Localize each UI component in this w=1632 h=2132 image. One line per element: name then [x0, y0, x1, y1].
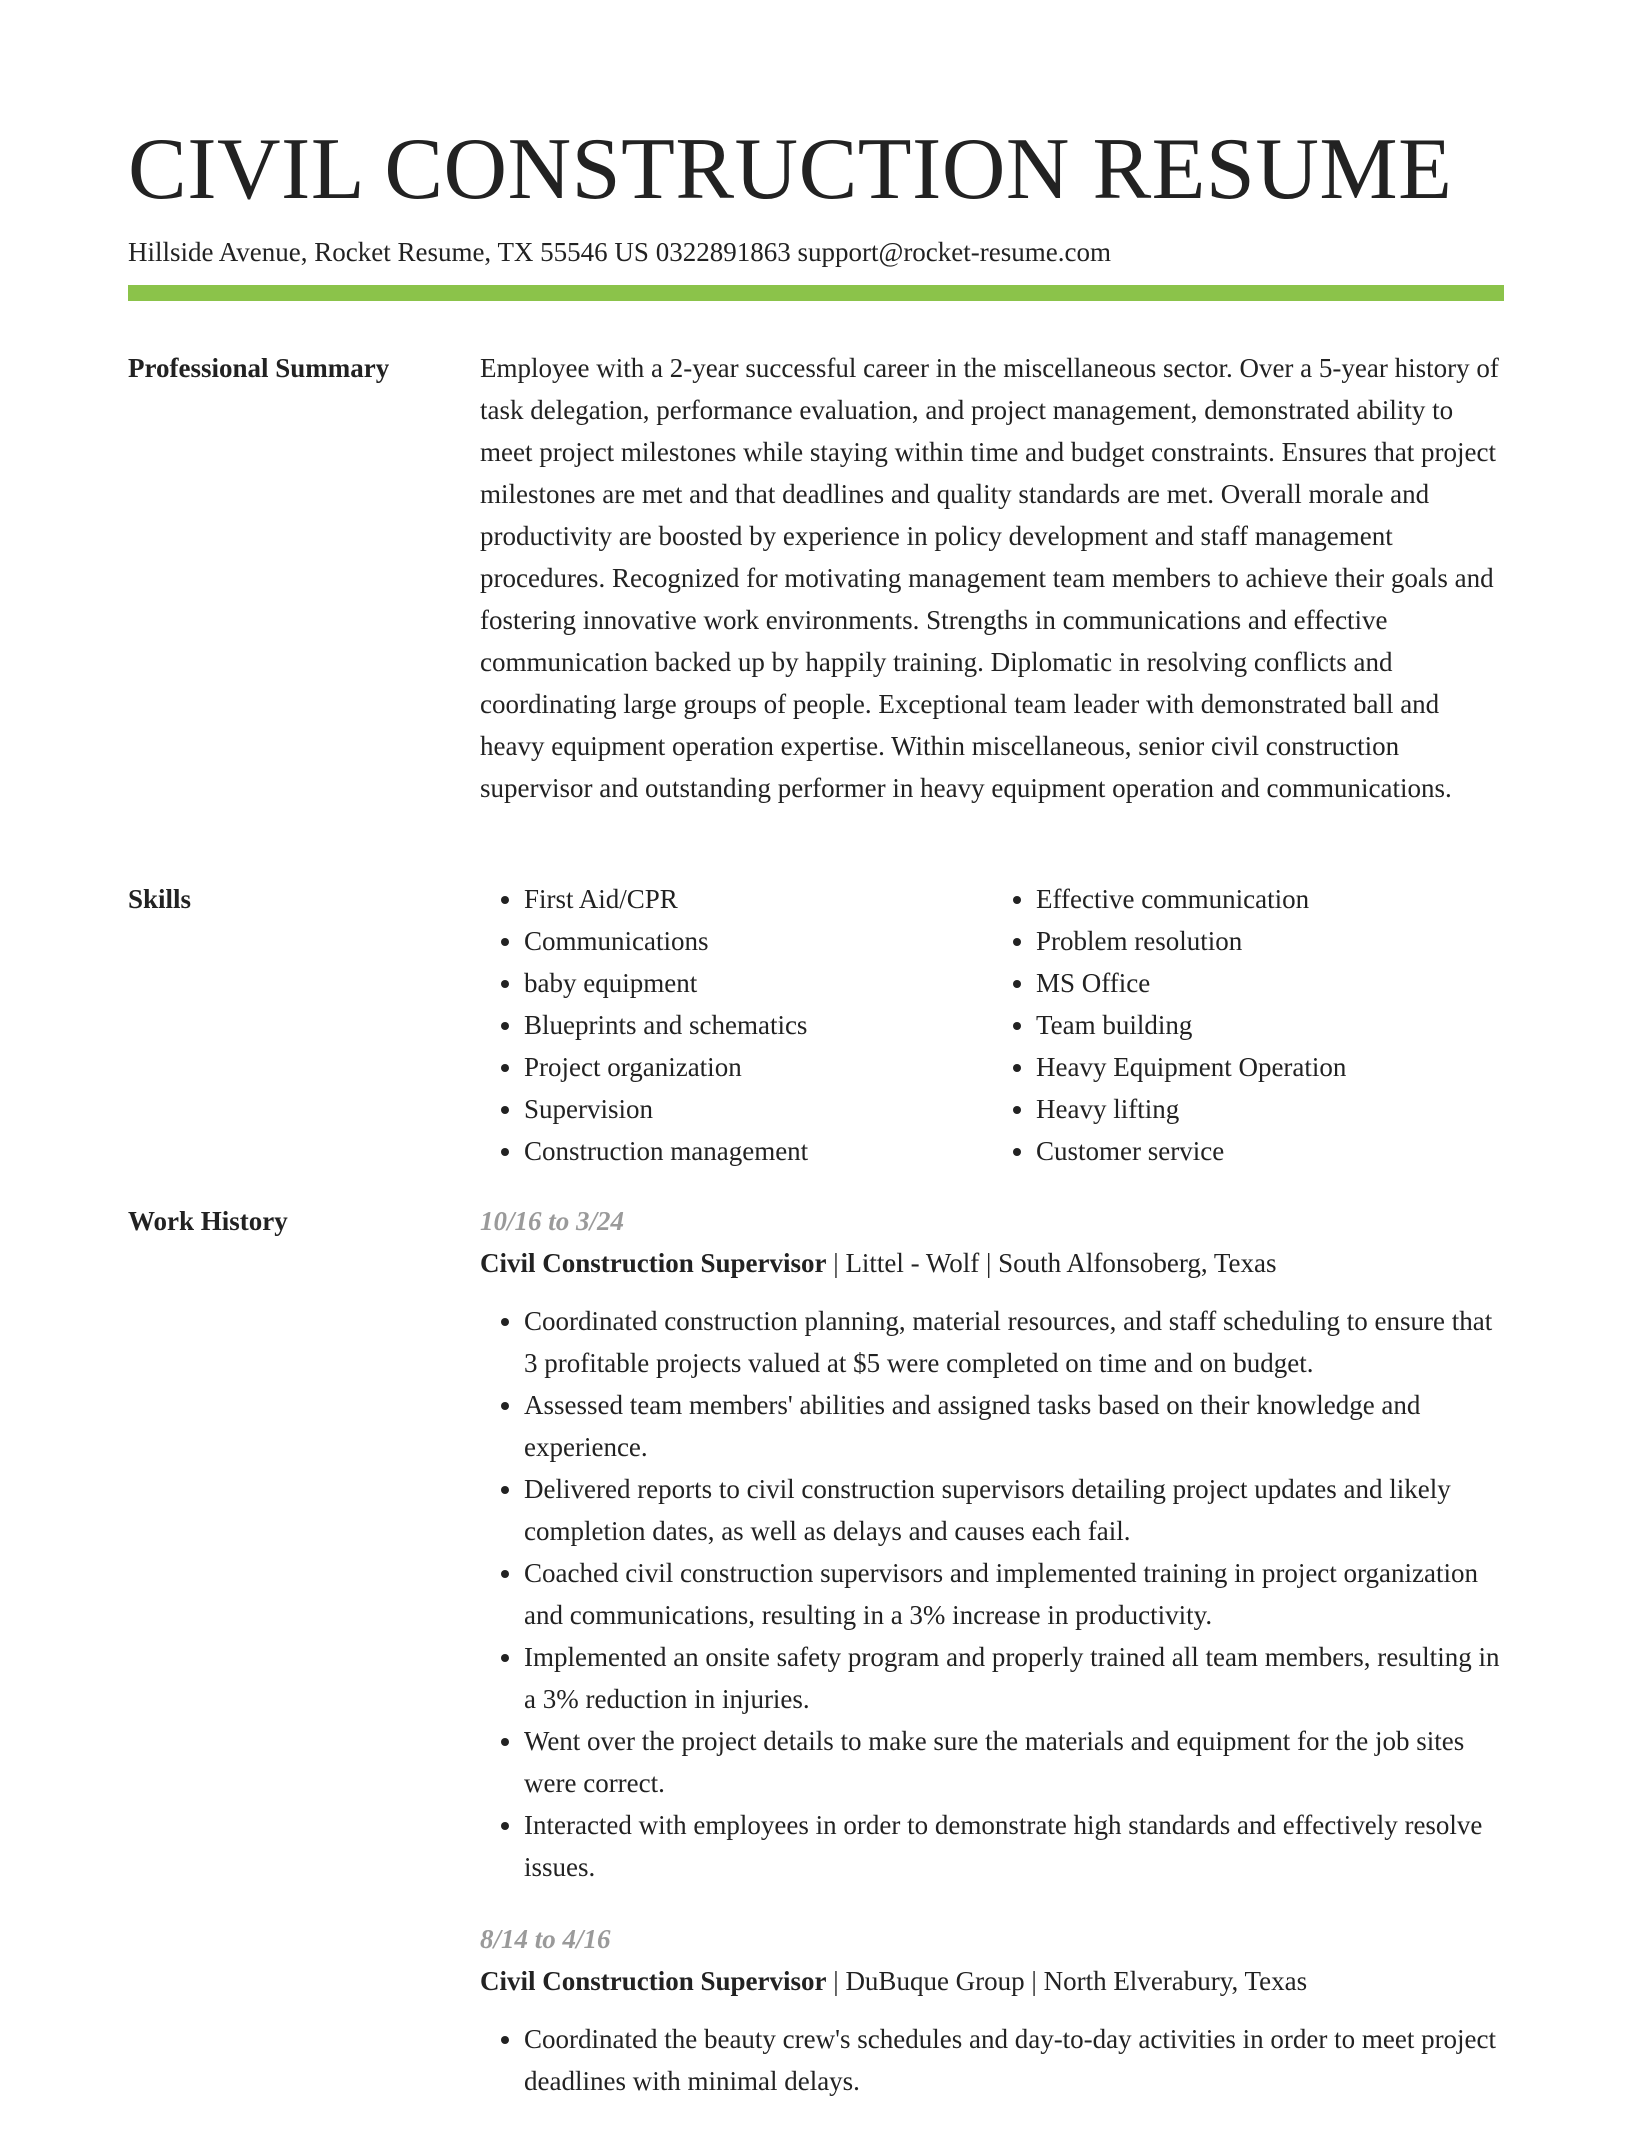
job-company: DuBuque Group	[845, 1966, 1025, 1996]
job-location: South Alfonsoberg, Texas	[998, 1248, 1277, 1278]
job-title: Civil Construction Supervisor	[480, 1966, 827, 1996]
work-history-body	[480, 1200, 1504, 2132]
job-location: North Elverabury, Texas	[1043, 1966, 1308, 1996]
job-heading-line: Civil Construction Supervisor | Littel - Wolf | South Alfonsoberg, Texas	[480, 1248, 1277, 1278]
contact-line	[128, 234, 1504, 270]
resume-header	[128, 118, 1504, 270]
skills-list-left	[480, 878, 992, 1172]
job-dates: 10/16 to 3/24	[480, 1206, 625, 1236]
contact-email: support@rocket-resume.com	[797, 237, 1111, 267]
skills-body	[480, 878, 1504, 1172]
job-entry	[480, 1918, 1504, 2102]
list-item: • Communications	[524, 920, 992, 962]
list-item: • Coached civil construction supervisors and implemented training in project organization and communications, resulting in a 3% increase in productivity.	[524, 1552, 1504, 1636]
list-item: • Project organization	[524, 1046, 992, 1088]
skills-heading: Skills	[128, 884, 192, 914]
list-item: • Coordinated the beauty crew's schedules and day-to-day activities in order to meet project deadlines with minimal delays.	[524, 2018, 1504, 2102]
list-item: • Blueprints and schematics	[524, 1004, 992, 1046]
job-bullets	[480, 1300, 1504, 1888]
job-company: Littel - Wolf	[845, 1248, 980, 1278]
list-item: • Interacted with employees in order to demonstrate high standards and effectively resolve issues.	[524, 1804, 1504, 1888]
work-history-heading: Work History	[128, 1206, 288, 1236]
list-item: • Delivered reports to civil construction supervisors detailing project updates and likely completion dates, as well as delays and causes each fail.	[524, 1468, 1504, 1552]
list-item: • MS Office	[1036, 962, 1504, 1004]
job-dates: 8/14 to 4/16	[480, 1924, 611, 1954]
list-item: • Heavy lifting	[1036, 1088, 1504, 1130]
header-divider	[128, 285, 1504, 301]
list-item: • Construction management	[524, 1130, 992, 1172]
contact-address: Hillside Avenue, Rocket Resume, TX 55546 US	[128, 237, 649, 267]
summary-heading: Professional Summary	[128, 353, 390, 383]
contact-phone: 0322891863	[655, 237, 791, 267]
job-entry	[480, 1200, 1504, 1888]
list-item: • Team building	[1036, 1004, 1504, 1046]
list-item: • Supervision	[524, 1088, 992, 1130]
skills-list-right	[992, 878, 1504, 1172]
list-item: • Implemented an onsite safety program and properly trained all team members, resulting in a 3% reduction in injuries.	[524, 1636, 1504, 1720]
summary-text: Employee with a 2-year successful career in the miscellaneous sector. Over a 5-year history of task delegation, performance evaluation, and project management, demonstrated ability to meet project milestones while staying within time and budget constraints. Ensures that project milestones are met and that deadlines and quality standards are met. Overall morale and productivity are boosted by experience in policy development and staff management procedures. Recognized for motivating management team members to achieve their goals and fostering innovative work environments. Strengths in communications and effective communication backed up by happily training. Diplomatic in resolving conflicts and coordinating large groups of people. Exceptional team leader with demonstrated ball and heavy equipment operation expertise. Within miscellaneous, senior civil construction supervisor and outstanding performer in heavy equipment operation and communications.	[480, 353, 1499, 803]
list-item: • Coordinated construction planning, material resources, and staff scheduling to ensure that 3 profitable projects valued at $5 were completed on time and on budget.	[524, 1300, 1504, 1384]
resume-title: CIVIL CONSTRUCTION RESUME	[128, 121, 1453, 218]
list-item: • First Aid/CPR	[524, 878, 992, 920]
summary-body	[480, 347, 1504, 809]
list-item: • Effective communication	[1036, 878, 1504, 920]
list-item: • Problem resolution	[1036, 920, 1504, 962]
list-item: • Customer service	[1036, 1130, 1504, 1172]
job-title: Civil Construction Supervisor	[480, 1248, 827, 1278]
job-bullets	[480, 2018, 1504, 2102]
list-item: • Heavy Equipment Operation	[1036, 1046, 1504, 1088]
list-item: • baby equipment	[524, 962, 992, 1004]
list-item: • Assessed team members' abilities and assigned tasks based on their knowledge and experience.	[524, 1384, 1504, 1468]
job-heading-line: Civil Construction Supervisor | DuBuque Group | North Elverabury, Texas	[480, 1966, 1308, 1996]
list-item: • Went over the project details to make sure the materials and equipment for the job sites were correct.	[524, 1720, 1504, 1804]
